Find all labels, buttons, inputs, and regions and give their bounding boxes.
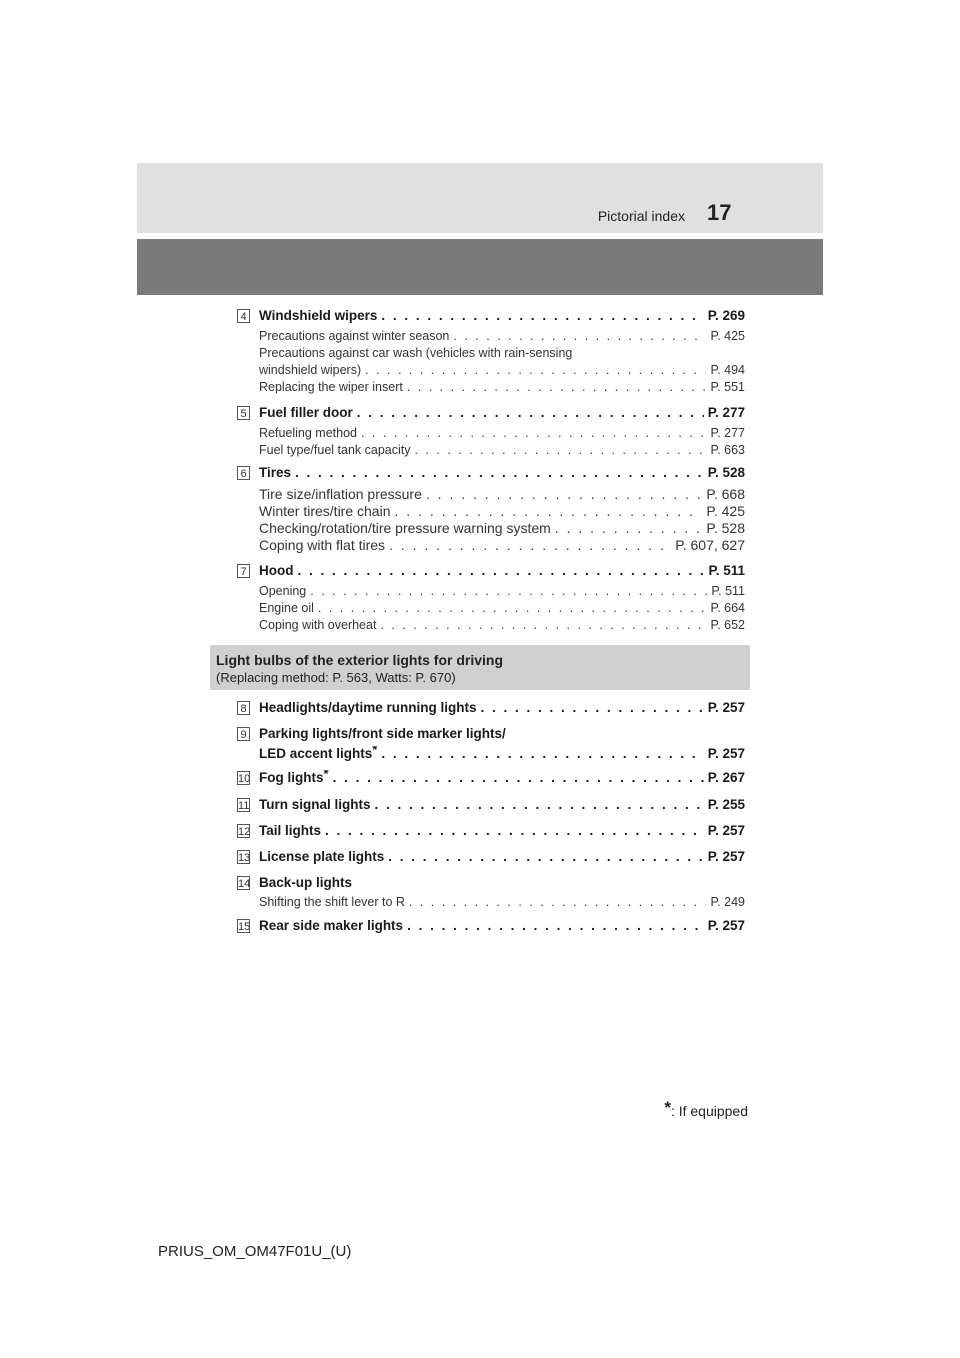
entry-title-row: Fuel filler door . . . P. 277 [259,405,745,423]
equipped-star: * [323,770,329,781]
entry-title-row: Rear side maker lights . . . P. 257 [259,918,745,936]
sub-item: Precautions against car wash (vehicles with rain-sensing [259,346,573,360]
callout-number: 14 [238,878,251,890]
sub-item: Precautions against winter season . . . P. 425 [259,329,745,346]
callout-number: 13 [238,852,251,864]
sub-item: Refueling method . . . P. 277 [259,426,745,443]
callout-number: 6 [237,466,250,480]
entry-title-row: Turn signal lights . . . P. 255 [259,797,745,815]
entry-title-row: License plate lights . . . P. 257 [259,849,745,867]
entry-title-row: Fog lights* . . . P. 267 [259,770,745,790]
footnote-text: : If equipped [670,1103,748,1119]
entry-title-row: LED accent lights* . . . P. 257 [259,746,745,766]
footnote-star: * [664,1098,671,1117]
section-title: Pictorial index [597,208,685,224]
document-code: PRIUS_OM_OM47F01U_(U) [158,1243,352,1260]
callout-number: 8 [237,701,250,715]
entry-title-line: Parking lights/front side marker lights/ [259,726,506,741]
callout-number: 15 [238,921,251,933]
callout-number: 4 [237,309,250,323]
entry-title-row: Tires . . . P. 528 [259,465,745,483]
sub-item: Tire size/inflation pressure . . . P. 668 [259,486,745,503]
sub-item: Coping with overheat . . . P. 652 [259,618,745,635]
equipped-star: * [372,746,378,757]
callout-number: 12 [238,826,251,838]
entry-title-row: Tail lights . . . P. 257 [259,823,745,841]
callout-number: 9 [237,727,250,741]
page-number: 17 [707,200,732,225]
entry-title-row: Headlights/daytime running lights . . . P. 257 [259,700,745,718]
entry-title-row: Hood . . . P. 511 [259,563,745,581]
sub-item: Shifting the shift lever to R . . . P. 249 [259,895,745,912]
light-bulbs-subtitle: (Replacing method: P. 563, Watts: P. 670) [216,670,456,685]
sub-item: Replacing the wiper insert . . . P. 551 [259,380,745,397]
sub-item: Checking/rotation/tire pressure warning system . . . P. 528 [259,520,745,537]
sub-item: Engine oil . . . P. 664 [259,601,745,618]
entry-title-line: Back-up lights [259,875,353,890]
callout-number: 10 [238,773,251,785]
header-band [137,239,823,295]
callout-number: 5 [237,406,250,420]
sub-item: windshield wipers) . . . P. 494 [259,363,745,380]
sub-item: Coping with flat tires . . . P. 607, 627 [259,537,745,554]
sub-item: Opening . . . P. 511 [259,584,745,601]
sub-item: Fuel type/fuel tank capacity . . . P. 663 [259,443,745,460]
callout-number: 7 [237,564,250,578]
light-bulbs-title: Light bulbs of the exterior lights for driving [216,652,503,668]
callout-number: 11 [238,800,250,812]
entry-title-row: Windshield wipers . . . P. 269 [259,308,745,326]
sub-item: Winter tires/tire chain . . . P. 425 [259,503,745,520]
footnote [664,1098,748,1119]
